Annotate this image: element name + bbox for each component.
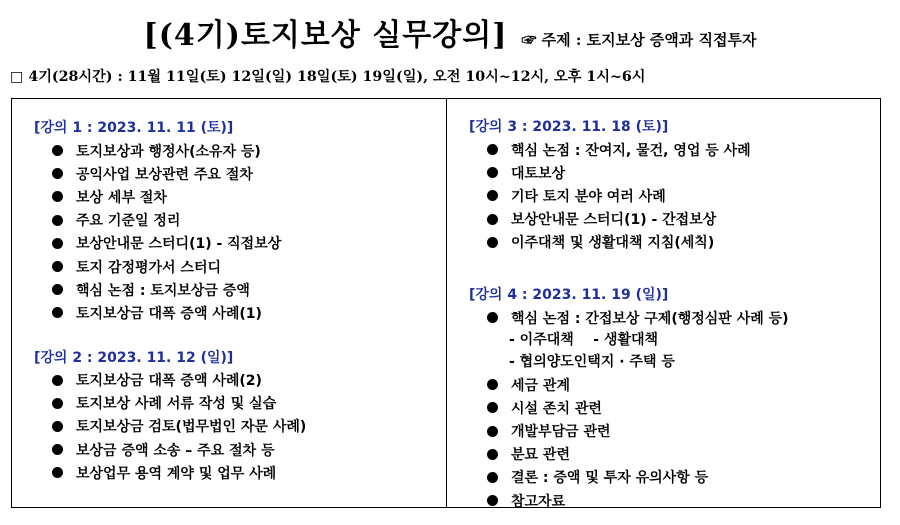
list-item (469, 373, 880, 396)
bullet-icon (52, 145, 63, 156)
lecture-4-heading: [강의 4 : 2023. 11. 19 (일)] (469, 286, 669, 303)
lecture-table (11, 98, 881, 508)
list-item (34, 301, 446, 324)
list-item (469, 420, 880, 443)
list-item (34, 461, 446, 484)
bullet-icon (52, 191, 63, 202)
list-item (34, 255, 446, 278)
list-item (469, 231, 880, 254)
list-item-text: 보상안내문 스터디(1) - 간접보상 (511, 212, 717, 229)
bullet-icon (52, 238, 63, 249)
list-item-text: 토지보상금 대폭 증액 사례(1) (76, 305, 262, 322)
bullet-icon (487, 379, 498, 390)
list-item-text: 개발부담금 관련 (511, 424, 611, 441)
list-item (34, 232, 446, 255)
bullet-icon (52, 467, 63, 478)
list-item (34, 369, 446, 392)
bullet-icon (487, 144, 498, 155)
bullet-icon (487, 426, 498, 437)
bullet-icon (487, 402, 498, 413)
right-column (446, 99, 880, 510)
list-item (469, 466, 880, 489)
list-item (34, 392, 446, 415)
sub-list-item: - 이주대책 - 생활대책 (509, 332, 659, 349)
bullet-icon (487, 190, 498, 201)
list-item-text: 분묘 관련 (511, 447, 570, 464)
list-item (34, 209, 446, 232)
lecture-2-block (34, 347, 446, 485)
list-item (469, 306, 880, 329)
list-item-text: 대토보상 (511, 165, 566, 182)
bullet-icon (52, 307, 63, 318)
list-item-text: 토지 감정평가서 스터디 (76, 259, 221, 276)
left-column (12, 99, 446, 507)
lecture-1-block (34, 117, 446, 325)
list-item-text: 참고자료 (511, 493, 566, 510)
lecture-4-block (469, 284, 880, 512)
bullet-icon (487, 495, 498, 506)
list-item (469, 161, 880, 184)
list-item (34, 438, 446, 461)
page-subtitle: ☞ 주제 : 토지보상 증액과 직접투자 (521, 31, 757, 49)
bullet-icon (487, 472, 498, 483)
list-item (34, 162, 446, 185)
lecture-2-heading: [강의 2 : 2023. 11. 12 (일)] (34, 349, 234, 366)
schedule-line: □ 4기(28시간) : 11월 11일(토) 12일(일) 18일(토) 19일(일), 오전 10시~12시, 오후 1시~6시 (10, 69, 646, 85)
list-item-text: 토지보상 사례 서류 작성 및 실습 (76, 396, 277, 413)
list-item (469, 208, 880, 231)
bullet-icon (52, 168, 63, 179)
bullet-icon (52, 421, 63, 432)
list-item (34, 415, 446, 438)
list-item-text: 보상안내문 스터디(1) - 직접보상 (76, 236, 282, 253)
list-item-text: 세금 관계 (511, 377, 570, 394)
list-item (469, 443, 880, 466)
list-item (469, 489, 880, 512)
list-item-text: 이주대책 및 생활대책 지침(세칙) (511, 235, 715, 252)
bullet-icon (52, 375, 63, 386)
bullet-icon (52, 398, 63, 409)
list-item (34, 278, 446, 301)
list-item-text: 핵심 논점 : 간접보상 구제(행정심판 사례 등) (511, 310, 789, 327)
sub-list-item: - 협의양도인택지 · 주택 등 (509, 354, 675, 371)
list-item (469, 396, 880, 419)
title-row (0, 10, 900, 60)
list-item-text: 보상금 증액 소송 – 주요 절차 등 (76, 442, 275, 459)
lecture-3-heading: [강의 3 : 2023. 11. 18 (토)] (469, 119, 669, 135)
bullet-icon (52, 215, 63, 226)
list-item-text: 핵심 논점 : 토지보상금 증액 (76, 282, 250, 299)
bullet-icon (487, 237, 498, 248)
bullet-icon (487, 312, 498, 323)
bullet-icon (487, 167, 498, 178)
page-title: [(4기)토지보상 실무강의] (143, 18, 508, 53)
lecture-3-block (469, 116, 880, 254)
bullet-icon (52, 444, 63, 455)
list-item-text: 보상업무 용역 계약 및 업무 사례 (76, 465, 277, 482)
list-item (469, 138, 880, 161)
list-item-text: 기타 토지 분야 여러 사례 (511, 188, 666, 205)
bullet-icon (52, 284, 63, 295)
list-item-text: 토지보상금 대폭 증액 사례(2) (76, 373, 262, 390)
lecture-1-heading: [강의 1 : 2023. 11. 11 (토)] (34, 120, 234, 136)
list-item (34, 185, 446, 208)
list-item-text: 공익사업 보상관련 주요 절차 (76, 166, 253, 183)
list-item-text: 시설 존치 관련 (511, 400, 602, 417)
list-item-text: 토지보상과 행정사(소유자 등) (76, 143, 261, 160)
list-item (34, 139, 446, 162)
bullet-icon (52, 261, 63, 272)
list-item-text: 결론 : 증액 및 투자 유의사항 등 (511, 470, 709, 487)
list-item-text: 보상 세부 절차 (76, 189, 167, 206)
bullet-icon (487, 214, 498, 225)
list-item-text: 토지보상금 검토(법무법인 자문 사례) (76, 419, 307, 436)
list-item (469, 184, 880, 207)
list-item-text: 핵심 논점 : 잔여지, 물건, 영업 등 사례 (511, 142, 751, 159)
bullet-icon (487, 449, 498, 460)
list-item-text: 주요 기준일 정리 (76, 213, 181, 230)
